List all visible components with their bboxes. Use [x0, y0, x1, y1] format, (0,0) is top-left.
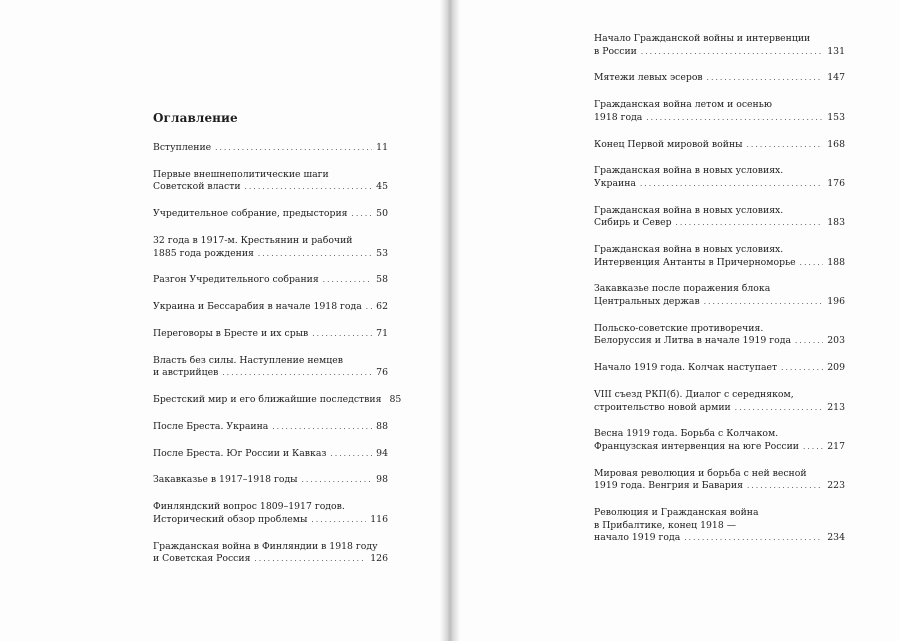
dot-leader	[640, 178, 823, 191]
toc-page-number: 176	[827, 177, 845, 189]
dot-leader	[366, 301, 372, 314]
toc-entry-line: Власть без силы. Наступление немцев	[153, 354, 343, 366]
toc-entry-title: 1919 года. Венгрия и Бавария	[594, 480, 743, 492]
toc-entry-last-line	[594, 335, 845, 348]
dot-leader	[781, 362, 823, 375]
toc-entry	[594, 99, 845, 124]
toc-entry	[594, 205, 845, 230]
toc-page-number: 183	[827, 217, 845, 229]
toc-entry	[153, 328, 388, 341]
toc-entry-last-line	[594, 402, 845, 415]
toc-entry-title: и Советская Россия	[153, 553, 251, 565]
toc-entry-last-line	[153, 274, 388, 287]
toc-page-number: 217	[827, 440, 845, 452]
toc-page-number: 209	[827, 362, 845, 374]
dot-leader	[245, 181, 373, 194]
toc-entry-last-line	[153, 208, 388, 221]
toc-entry-last-line	[153, 448, 388, 461]
dot-leader	[747, 139, 824, 152]
toc-entry-line: Гражданская война в новых условиях.	[594, 244, 784, 256]
dot-leader	[800, 257, 824, 270]
toc-entry-title: Закавказье в 1917–1918 годы	[153, 474, 298, 486]
book-gutter	[440, 0, 460, 641]
toc-entry-line: 32 года в 1917-м. Крестьянин и рабочий	[153, 234, 353, 246]
toc-entry-title: Украина	[594, 177, 636, 189]
dot-leader	[641, 46, 823, 59]
toc-entry-title: 1885 года рождения	[153, 247, 254, 259]
toc-entry-title: После Бреста. Юг России и Кавказ	[153, 447, 327, 459]
toc-page-number: 53	[376, 247, 388, 259]
toc-entry	[594, 362, 845, 375]
dot-leader	[222, 367, 372, 380]
toc-entry-title: Брестский мир и его ближайшие последствия	[153, 394, 382, 406]
toc-page-number: 203	[827, 335, 845, 347]
toc-entry-title: Учредительное собрание, предыстория	[153, 208, 348, 220]
toc-entry-title: Мятежи левых эсеров	[594, 72, 703, 84]
toc-entry-title: Советской власти	[153, 181, 241, 193]
toc-page-number: 94	[376, 447, 388, 459]
toc-entry	[153, 355, 388, 380]
toc-entry	[153, 501, 388, 526]
dot-leader	[704, 296, 824, 309]
toc-entry-line: Гражданская война в новых условиях.	[594, 204, 784, 216]
toc-entry	[153, 274, 388, 287]
toc-entry-line: Революция и Гражданская война	[594, 507, 759, 519]
toc-entry	[153, 394, 402, 407]
dot-leader	[646, 112, 823, 125]
toc-entry	[153, 235, 388, 260]
dot-leader	[352, 208, 373, 221]
dot-leader	[707, 72, 824, 85]
toc-entry-line: Мировая революция и борьба с ней весной	[594, 467, 807, 479]
toc-page-number: 76	[376, 367, 388, 379]
toc-entry	[153, 421, 388, 434]
toc-entry-title: Начало 1919 года. Колчак наступает	[594, 362, 778, 374]
toc-entry-line: Гражданская война в новых условиях.	[594, 165, 784, 177]
toc-page-number: 71	[376, 327, 388, 339]
dot-leader	[272, 421, 372, 434]
toc-entry	[594, 283, 845, 308]
toc-entry	[594, 389, 845, 414]
toc-entry-last-line	[594, 532, 845, 545]
toc-entry-title: Разгон Учредительного собрания	[153, 274, 319, 286]
toc-page-number: 168	[827, 138, 845, 150]
toc-entry-last-line	[594, 441, 845, 454]
toc-page-number: 213	[827, 401, 845, 413]
toc-page-number: 85	[389, 394, 402, 406]
toc-page-number: 88	[376, 420, 388, 432]
toc-entry-last-line	[594, 217, 845, 230]
toc-entry-last-line	[153, 553, 388, 566]
toc-entry-line: Гражданская война в Финляндии в 1918 году	[153, 540, 378, 552]
toc-entry-line: в Прибалтике, конец 1918 —	[594, 519, 737, 531]
toc-heading: Оглавление	[153, 111, 238, 125]
toc-entry-title: Исторический обзор проблемы	[153, 513, 308, 525]
dot-leader	[302, 474, 373, 487]
dot-leader	[330, 448, 372, 461]
dot-leader	[215, 142, 372, 155]
toc-entry-last-line	[594, 112, 845, 125]
toc-entry	[153, 208, 388, 221]
toc-entry-title: После Бреста. Украина	[153, 420, 269, 432]
toc-page-number: 58	[376, 274, 388, 286]
toc-entry-title: в России	[594, 45, 637, 57]
toc-page-number: 153	[827, 111, 845, 123]
toc-entry	[153, 474, 388, 487]
toc-entry	[594, 139, 845, 152]
toc-page-number: 196	[827, 296, 845, 308]
toc-page-number: 11	[376, 142, 388, 153]
toc-entry-last-line	[153, 394, 402, 407]
toc-entry-last-line	[594, 46, 845, 59]
toc-entry-last-line	[153, 142, 388, 155]
toc-page-number: 234	[827, 532, 845, 544]
toc-entry-line: Закавказье после поражения блока	[594, 283, 771, 295]
toc-entry	[594, 33, 845, 58]
toc-entry-line: VIII съезд РКП(б). Диалог с середняком,	[594, 388, 794, 400]
toc-page-number: 62	[376, 301, 388, 313]
toc-entry-title: Переговоры в Бресте и их срыв	[153, 327, 309, 339]
toc-entry-last-line	[153, 181, 388, 194]
dot-leader	[312, 328, 372, 341]
toc-page-number: 188	[827, 256, 845, 268]
dot-leader	[684, 532, 823, 545]
toc-entry-last-line	[153, 367, 388, 380]
toc-page-number: 131	[827, 45, 845, 57]
toc-entry-last-line	[594, 362, 845, 375]
toc-entry-line: Первые внешнеполитические шаги	[153, 168, 329, 180]
toc-entry-line: Начало Гражданской войны и интервенции	[594, 33, 811, 44]
toc-entry-line: Весна 1919 года. Борьба с Колчаком.	[594, 428, 779, 440]
toc-entry-line: Финляндский вопрос 1809–1917 годов.	[153, 501, 345, 513]
toc-entry-last-line	[153, 328, 388, 341]
toc-entry-last-line	[594, 178, 845, 191]
toc-entry-last-line	[153, 514, 388, 527]
toc-entry-title: Вступление	[153, 142, 212, 153]
dot-leader	[747, 480, 823, 493]
toc-entry-last-line	[594, 480, 845, 493]
toc-entry	[153, 301, 388, 314]
toc-entry-line: Гражданская война летом и осенью	[594, 99, 772, 111]
dot-leader	[311, 514, 366, 527]
toc-entry-line: Польско-советские противоречия.	[594, 322, 764, 334]
dot-leader	[258, 248, 372, 261]
toc-entry	[153, 142, 388, 155]
toc-entry-last-line	[594, 139, 845, 152]
toc-list-left	[153, 142, 402, 580]
toc-entry-title: Украина и Бессарабия в начале 1918 года	[153, 301, 362, 313]
toc-entry-title: Конец Первой мировой войны	[594, 138, 743, 150]
toc-entry-last-line	[153, 474, 388, 487]
toc-entry-last-line	[153, 301, 388, 314]
toc-entry-title: Белоруссия и Литва в начале 1919 года	[594, 335, 792, 347]
toc-entry-title: Центральных держав	[594, 296, 700, 308]
dot-leader	[803, 441, 823, 454]
toc-page-number: 126	[370, 553, 388, 565]
toc-entry-last-line	[153, 421, 388, 434]
toc-entry	[153, 169, 388, 194]
toc-entry	[153, 541, 388, 566]
dot-leader	[735, 402, 824, 415]
toc-entry-title: строительство новой армии	[594, 401, 731, 413]
toc-entry-last-line	[594, 296, 845, 309]
toc-entry-last-line	[594, 257, 845, 270]
dot-leader	[254, 553, 366, 566]
dot-leader	[795, 335, 823, 348]
dot-leader	[676, 217, 824, 230]
toc-entry-last-line	[153, 248, 388, 261]
toc-page-number: 116	[370, 513, 388, 525]
toc-entry-title: 1918 года	[594, 111, 643, 123]
toc-entry	[594, 428, 845, 453]
toc-entry	[594, 323, 845, 348]
toc-entry	[594, 507, 845, 545]
toc-entry-title: Французская интервенция на юге России	[594, 440, 799, 452]
toc-list-right	[594, 33, 845, 559]
toc-entry-title: начало 1919 года	[594, 532, 681, 544]
toc-entry	[153, 448, 388, 461]
toc-entry	[594, 468, 845, 493]
toc-entry	[594, 72, 845, 85]
toc-entry-last-line	[594, 72, 845, 85]
toc-page-number: 147	[827, 72, 845, 84]
toc-page-number: 45	[376, 181, 388, 193]
toc-entry-title: Сибирь и Север	[594, 217, 672, 229]
toc-page-number: 98	[376, 474, 388, 486]
toc-entry	[594, 165, 845, 190]
toc-entry	[594, 244, 845, 269]
toc-entry-title: и австрийцев	[153, 367, 219, 379]
toc-page-number: 223	[827, 480, 845, 492]
toc-entry-title: Интервенция Антанты в Причерноморье	[594, 256, 796, 268]
toc-page-number: 50	[376, 208, 388, 220]
dot-leader	[323, 274, 372, 287]
